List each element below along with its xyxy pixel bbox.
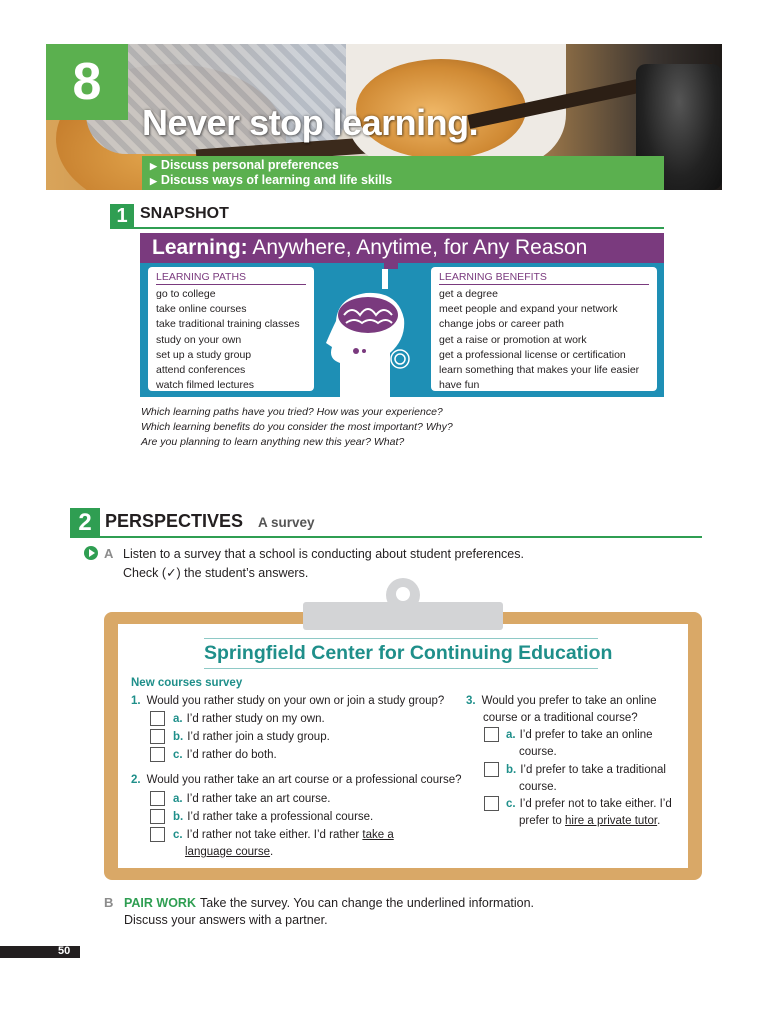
list-item: get a professional license or certification [439,348,626,361]
section-title: SNAPSHOT [140,205,229,222]
head-brain-illustration [318,263,428,397]
part-b-instruction: PAIR WORK Take the survey. You can change the underlined information. [124,896,535,910]
survey-option: c. I’d prefer not to take either. I’d [506,798,672,810]
list-item: study on your own [156,333,242,346]
goal-item: ▶ Discuss ways of learning and life skills [150,173,393,187]
survey-option-continued: prefer to hire a private tutor. [519,815,661,827]
triangle-bullet-icon: ▶ [150,176,157,186]
learning-benefits-card [431,267,657,391]
survey-option: c. I’d rather do both. [173,749,277,761]
unit-number: 8 [72,53,102,111]
section-subtitle: A survey [258,515,315,530]
unit-goals [142,156,664,190]
snapshot-heading: Learning: Anywhere, Anytime, for Any Reason [140,233,664,263]
learning-paths-card [148,267,314,391]
survey-option: a. I’d rather study on my own. [173,713,325,725]
section-number: 2 [70,508,100,538]
underlined-text: language course [185,846,271,858]
section-divider [70,536,702,538]
answer-checkbox[interactable] [150,827,165,842]
survey-title: Springfield Center for Continuing Education [204,642,613,664]
answer-checkbox[interactable] [484,762,499,777]
list-item: attend conferences [156,364,246,377]
list-item: go to college [156,288,216,300]
answer-checkbox[interactable] [484,727,499,742]
list-item: take traditional training classes [156,318,300,331]
part-b-letter: B [104,895,114,910]
underlined-text: hire a private tutor [565,815,658,827]
part-a-instruction: Listen to a survey that a school is conducting about student preferences. [123,547,524,561]
answer-checkbox[interactable] [150,747,165,762]
list-item: watch filmed lectures [156,379,255,392]
goal-item: ▶ Discuss personal preferences [150,158,339,172]
survey-option: c. I’d rather not take either. I’d rather take a [173,829,394,841]
survey-title-rule [204,668,598,669]
learning-benefits-header: LEARNING BENEFITS [439,271,649,285]
part-b-instruction-line2: Discuss your answers with a partner. [124,913,328,927]
triangle-bullet-icon: ▶ [150,161,157,171]
section-title: PERSPECTIVES [105,511,244,531]
survey-option: b. I’d rather join a study group. [173,731,330,743]
answer-checkbox[interactable] [150,711,165,726]
snapshot-question: Which learning benefits do you consider the most important? Why? [141,421,453,433]
underlined-text: take a [362,829,394,841]
survey-question-1: 1. Would you rather study on your own or join a study group? [131,695,445,707]
clipboard-clip-hole [396,587,410,601]
snapshot-question: Which learning paths have you tried? How was your experience? [141,406,443,418]
section-number: 1 [110,204,134,228]
survey-option-continued: language course. [185,846,274,858]
survey-question-3-continued: course or a traditional course? [483,712,638,724]
part-a-instruction: Check (✓) the student’s answers. [123,566,309,580]
snapshot-question: Are you planning to learn anything new this year? What? [141,436,405,448]
list-item: get a raise or promotion at work [439,333,587,346]
audio-play-icon[interactable] [84,546,98,560]
survey-option-continued: course. [519,746,557,758]
survey-option: b. I’d prefer to take a traditional [506,764,666,776]
survey-title-rule [204,638,598,639]
survey-option: b. I’d rather take a professional course. [173,811,374,823]
answer-checkbox[interactable] [150,729,165,744]
survey-question-3: 3. Would you prefer to take an online [466,695,657,707]
list-item: get a degree [439,288,498,300]
list-item: have fun [439,379,480,392]
part-a-letter: A [104,546,114,561]
survey-subtitle: New courses survey [131,677,243,689]
learning-paths-header: LEARNING PATHS [156,271,306,285]
list-item: set up a study group [156,348,252,361]
section-divider [110,227,664,229]
survey-option-continued: course. [519,781,557,793]
survey-option: a. I’d rather take an art course. [173,793,331,805]
list-item: take online courses [156,303,247,316]
answer-checkbox[interactable] [150,791,165,806]
survey-question-2: 2. Would you rather take an art course or a professional course? [131,774,462,786]
pair-work-label: PAIR WORK [124,896,196,910]
answer-checkbox[interactable] [484,796,499,811]
answer-checkbox[interactable] [150,809,165,824]
list-item: learn something that makes your life easier [439,364,640,377]
survey-option: a. I’d prefer to take an online [506,729,653,741]
list-item: meet people and expand your network [439,303,618,316]
page-number: 50 [58,945,71,957]
unit-title: Never stop learning. [142,102,479,143]
list-item: change jobs or career path [439,318,564,331]
